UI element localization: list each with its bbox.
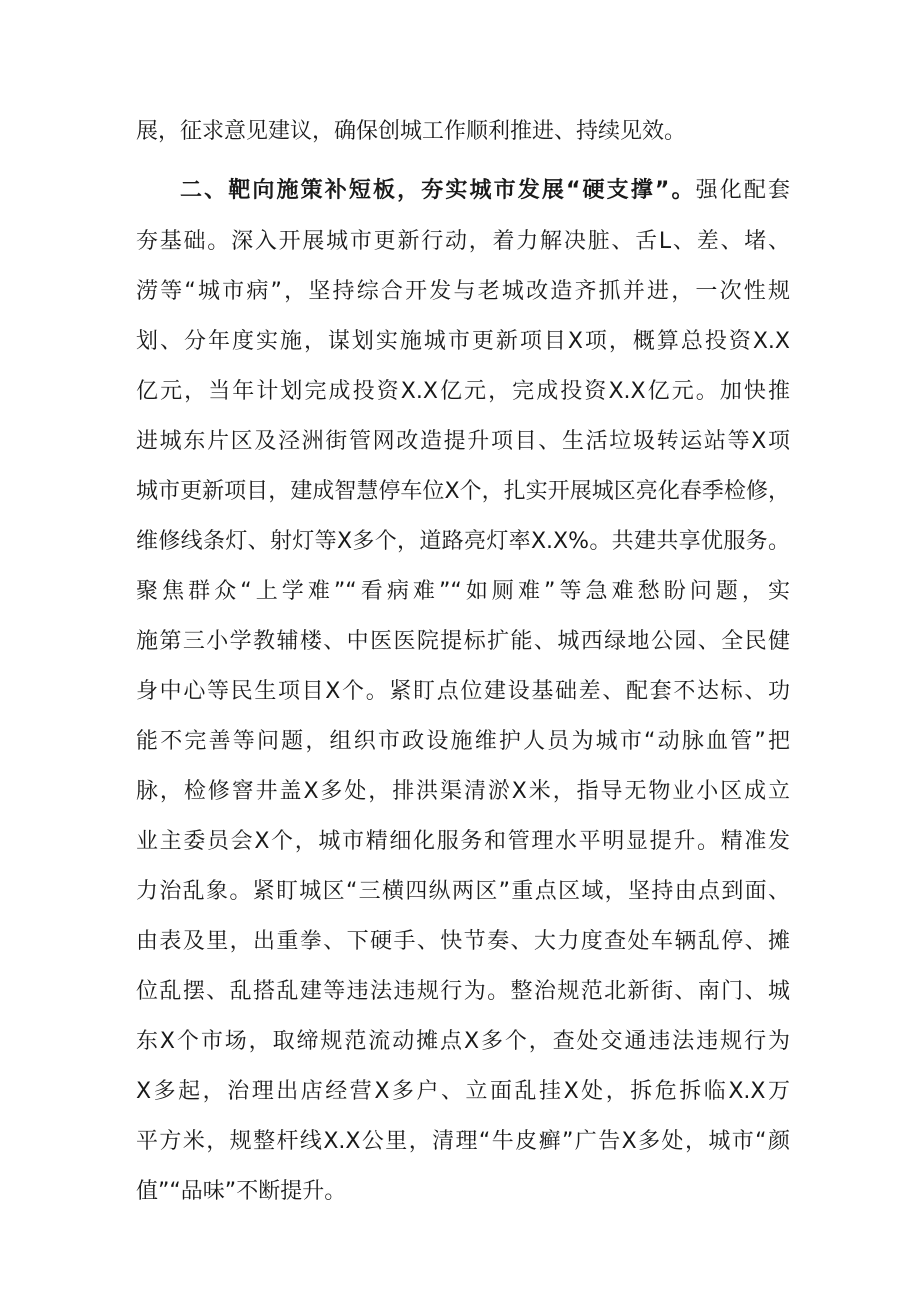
body-line: 能不完善等问题，组织市政设施维护人员为城市“动脉血管”把 xyxy=(136,729,790,754)
body-line: 施第三小学教辅楼、中医医院提标扩能、城西绿地公园、全民健 xyxy=(136,629,790,654)
body-line: 力治乱象。紧盯城区“三横四纵两区”重点区域，坚持由点到面、 xyxy=(136,879,790,904)
body-line: 维修线条灯、射灯等X多个，道路亮灯率X.X%。共建共享优服务。 xyxy=(136,529,790,554)
body-line: 城市更新项目，建成智慧停车位X个，扎实开展城区亮化春季检修， xyxy=(136,479,790,504)
body-line: X多起，治理出店经营X多户、立面乱挂X处，拆危拆临X.X万 xyxy=(136,1079,790,1104)
body-line-last: 值”“品味”不断提升。 xyxy=(136,1179,347,1204)
body-line: 脉，检修窨井盖X多处，排洪渠清淤X米，指导无物业小区成立 xyxy=(136,779,790,804)
section-heading-line xyxy=(180,171,790,211)
body-line: 身中心等民生项目X个。紧盯点位建设基础差、配套不达标、功 xyxy=(136,679,790,704)
body-line: 进城东片区及泾洲街管网改造提升项目、生活垃圾转运站等X项 xyxy=(136,429,790,454)
section-first-line-text: 强化配套 xyxy=(695,178,790,203)
body-line: 划、分年度实施，谋划实施城市更新项目X项，概算总投资X.X xyxy=(136,329,790,354)
body-line: 亿元，当年计划完成投资X.X亿元，完成投资X.X亿元。加快推 xyxy=(136,379,790,404)
body-line: 涝等“城市病”，坚持综合开发与老城改造齐抓并进，一次性规 xyxy=(136,279,790,304)
body-line: 聚焦群众“上学难”“看病难”“如厕难”等急难愁盼问题，实 xyxy=(136,579,790,604)
body-line: 由表及里，出重拳、下硬手、快节奏、大力度查处车辆乱停、摊 xyxy=(136,929,790,954)
body-line: 平方米，规整杆线X.X公里，清理“牛皮癣”广告X多处，城市“颜 xyxy=(136,1129,790,1154)
section-heading: 二、靶向施策补短板，夯实城市发展“硬支撑”。 xyxy=(180,178,696,203)
body-line: 东X个市场，取缔规范流动摊点X多个，查处交通违法违规行为 xyxy=(136,1029,790,1054)
paragraph-continuation-line: 展，征求意见建议，确保创城工作顺利推进、持续见效。 xyxy=(136,119,687,144)
body-line: 夯基础。深入开展城市更新行动，着力解决脏、舌L、差、堵、 xyxy=(136,229,790,254)
body-line: 业主委员会X个，城市精细化服务和管理水平明显提升。精准发 xyxy=(136,829,790,854)
body-line: 位乱摆、乱搭乱建等违法违规行为。整治规范北新街、南门、城 xyxy=(136,979,790,1004)
